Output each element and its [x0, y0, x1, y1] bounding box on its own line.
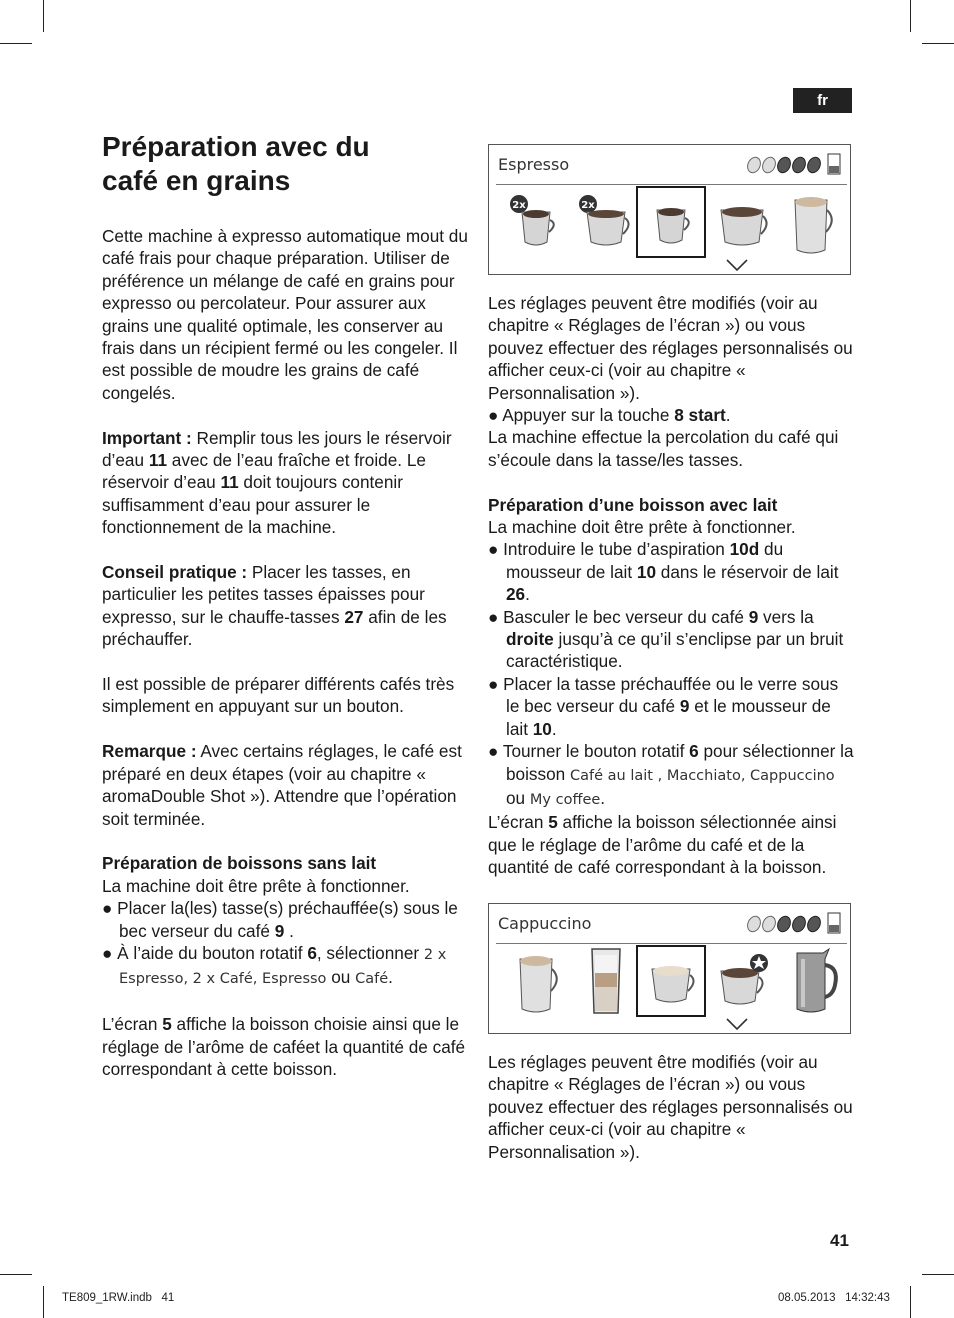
text: doit toujours contenir suffisamment d’eau pour assurer le fonctionnement de la machine.: [102, 472, 403, 538]
language-tab: fr: [793, 88, 852, 113]
reglages-paragraph: Les réglages peuvent être modifiés (voir au chapitre « Réglages de l’écran ») ou vous pouvez effectuer des réglages personnalisés ou afficher ceux-ci (voir au chapitre « Personnalisation »).: [488, 1052, 853, 1162]
ref-number: 9: [274, 920, 285, 941]
ready-text: La machine doit être prête à fonctionner.: [488, 517, 796, 538]
text: .: [600, 787, 606, 808]
right-column-top: [488, 292, 854, 879]
list-item: [488, 673, 854, 740]
my-coffee-star-icon: [709, 945, 775, 1017]
section-heading: [488, 494, 854, 516]
text: ● Placer la(les) tasse(s) préchauffée(s) sous le bec verseur du café: [102, 898, 458, 941]
title-line1: Préparation avec du: [102, 131, 370, 162]
display-divider: [496, 184, 847, 185]
display-option-text: Café: [355, 971, 389, 988]
footer-file: TE809_1RW.indb 41: [62, 1292, 175, 1304]
cafe-au-lait-icon: [504, 945, 570, 1017]
list-item: [488, 404, 854, 426]
drink-selection-row: [501, 186, 846, 260]
crop-mark: [43, 1286, 44, 1318]
chevron-down-icon: [726, 1017, 748, 1031]
list-item: [488, 538, 854, 605]
title-line2: café en grains: [102, 165, 291, 196]
text: Placer les tasses, en particulier les petites tasses épaisses pour expresso, sur le chauffe-tasses: [102, 562, 425, 627]
text: ou: [506, 787, 530, 808]
text: afin de les préchauffer.: [102, 606, 447, 650]
double-badge: 2x: [512, 200, 526, 211]
display-option-text: 2 x Espresso, 2 x Café, Espresso: [119, 946, 447, 988]
text: .: [725, 405, 731, 426]
text: affiche la boisson choisie ainsi que le réglage de l’arôme de caféet la quantité de café correspondant à cette boisson.: [102, 1014, 466, 1079]
coffee-strength-beans-icon: [746, 155, 824, 175]
text: .: [551, 718, 557, 739]
ref-number: 11: [148, 450, 168, 471]
crop-mark: [922, 1274, 954, 1275]
important-label: Important :: [102, 427, 192, 448]
remarque-paragraph: [102, 740, 468, 830]
page-number: 41: [830, 1231, 849, 1250]
crop-mark: [0, 43, 32, 44]
ref-number: 26: [506, 584, 526, 605]
text: Remplir tous les jours le réservoir d’eau: [102, 427, 452, 471]
ref-number: 6: [689, 741, 699, 762]
conseil-paragraph: [102, 561, 468, 651]
ref-number: 10: [532, 718, 552, 739]
text: L’écran: [488, 812, 549, 833]
conseil-label: Conseil pratique :: [102, 562, 248, 583]
text: affiche la boisson sélectionnée ainsi que le réglage de l’arôme du café et de la quantité de café correspondant à la boisson.: [488, 812, 837, 878]
ref-number: 6: [307, 942, 317, 963]
important-paragraph: [102, 427, 468, 539]
ref-number: 5: [548, 812, 558, 833]
double-espresso-icon: [504, 186, 570, 258]
heading-text: Préparation d’une boisson avec lait: [488, 494, 778, 515]
list-item: [488, 606, 854, 673]
large-coffee-icon: [779, 186, 845, 258]
display-option-text: Café au lait , Macchiato, Cappuccino: [570, 767, 835, 784]
text: jusqu’à ce qu’il s’enclipse par un bruit caractéristique.: [506, 629, 844, 672]
text: ● Introduire le tube d’aspiration: [488, 539, 730, 560]
ref-number: 9: [748, 606, 759, 627]
intro-paragraph: Cette machine à expresso automatique mout du café frais pour chaque préparation. Utiliser de préférence un mélange de café en grains pour expresso ou percolateur. Pour assurer aux grains une qualité optimale, les conserver au frais dans un récipient fermé ou les congeler. Il est possible de moudre les grains de café congelés.: [102, 226, 468, 403]
text: du mousseur de lait: [506, 539, 784, 582]
chevron-down-icon: [726, 258, 748, 272]
text: .: [388, 967, 393, 988]
text: dans le réservoir de lait: [656, 561, 839, 582]
ecran-paragraph: [488, 811, 854, 878]
double-badge: 2x: [581, 200, 595, 211]
quantity-cup-icon: [827, 153, 841, 175]
percolation-text: La machine effectue la percolation du café qui s’écoule dans la tasse/les tasses.: [488, 427, 839, 470]
text: , sélectionner: [316, 942, 424, 963]
coffee-icon: [709, 186, 775, 258]
display-title: Espresso: [498, 155, 570, 174]
text: ● Placer la tasse préchauffée ou le verre sous le bec verseur du café: [488, 673, 839, 717]
list-item: [102, 942, 468, 991]
text: L’écran: [102, 1014, 163, 1035]
drink-selection-row: [501, 945, 846, 1019]
page-title: [102, 130, 462, 198]
left-column: [102, 225, 468, 1080]
text: pour sélectionner la boisson: [506, 741, 854, 784]
crop-mark: [43, 0, 44, 32]
ecran-paragraph: [102, 1013, 468, 1080]
heading-text: Préparation de boissons sans lait: [102, 853, 377, 874]
display-divider: [496, 943, 847, 944]
reglages-paragraph: Les réglages peuvent être modifiés (voir au chapitre « Réglages de l’écran ») ou vous pouvez effectuer des réglages personnalisés ou afficher ceux-ci (voir au chapitre « Personnalisation »).: [488, 293, 853, 403]
text: vers la: [758, 606, 814, 627]
text: et le mousseur de lait: [506, 696, 831, 739]
crop-mark: [922, 43, 954, 44]
bold-word: droite: [506, 629, 554, 650]
text: ● Appuyer sur la touche: [488, 405, 675, 426]
footer-date: 08.05.2013 14:32:43: [778, 1292, 890, 1304]
text: ou: [326, 967, 356, 988]
ref-number: 10d: [729, 539, 760, 560]
ref-number: 5: [162, 1014, 172, 1035]
crop-mark: [910, 1286, 911, 1318]
text: .: [525, 584, 530, 605]
display-panel-espresso: [488, 144, 851, 275]
text: .: [284, 920, 294, 941]
start-key-ref: 8 start: [674, 405, 726, 426]
ref-number: 9: [679, 696, 690, 717]
ref-number: 11: [220, 472, 239, 493]
display-title: Cappuccino: [498, 914, 592, 933]
coffee-strength-beans-icon: [746, 914, 824, 934]
remarque-label: Remarque :: [102, 741, 197, 762]
double-coffee-icon: [573, 186, 639, 258]
text: ● Tourner le bouton rotatif: [488, 741, 690, 762]
display-option-text: My coffee: [529, 791, 601, 808]
right-column-bottom: [488, 1051, 854, 1163]
simple-paragraph: Il est possible de préparer différents cafés très simplement en appuyant sur un bouton.: [102, 674, 455, 717]
text: ● Basculer le bec verseur du café: [488, 606, 749, 627]
text: Avec certains réglages, le café est préparé en deux étapes (voir au chapitre « aromaDouble Shot »). Attendre que l’opération soit terminée.: [102, 741, 462, 829]
crop-mark: [0, 1274, 32, 1275]
ref-number: 27: [344, 606, 364, 627]
latte-macchiato-glass-icon: [573, 945, 639, 1017]
display-panel-cappuccino: [488, 903, 851, 1034]
quantity-cup-icon: [827, 912, 841, 934]
list-item: [102, 897, 468, 942]
section-heading: [102, 852, 468, 874]
espresso-icon-selected: [636, 186, 706, 258]
text: avec de l’eau fraîche et froide. Le réservoir d’eau: [102, 450, 426, 493]
crop-mark: [910, 0, 911, 32]
text: ● À l’aide du bouton rotatif: [102, 942, 308, 963]
list-item: [488, 740, 854, 811]
ready-text: La machine doit être prête à fonctionner.: [102, 875, 410, 896]
cappuccino-icon-selected: [636, 945, 706, 1017]
ref-number: 10: [636, 561, 657, 582]
milk-jug-icon: [779, 945, 845, 1017]
